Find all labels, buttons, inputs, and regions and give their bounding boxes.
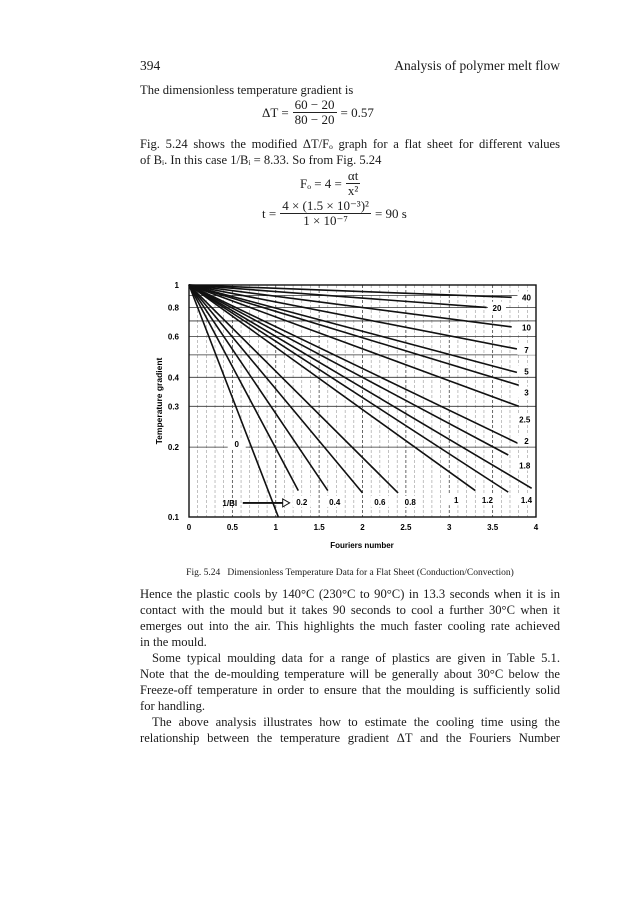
paragraph-fig-ref bbox=[140, 136, 560, 168]
caption-label: Fig. 5.24 bbox=[186, 568, 221, 578]
body-paragraphs bbox=[140, 586, 560, 746]
y-tick-label: 0.8 bbox=[167, 303, 179, 313]
grid bbox=[189, 285, 536, 517]
eq-numerator: 4 × (1.5 × 10⁻³)² bbox=[282, 198, 369, 213]
eq-denominator: 80 − 20 bbox=[294, 112, 335, 127]
series-label-0.8: 0.8 bbox=[404, 497, 416, 507]
series-label-2.5: 2.5 bbox=[519, 415, 531, 425]
series-label-1: 1 bbox=[453, 496, 459, 506]
x-tick-label: 4 bbox=[533, 523, 539, 532]
eq-rhs: = 90 s bbox=[374, 205, 407, 221]
series-line-2.5 bbox=[189, 285, 519, 406]
eq-denominator: x² bbox=[347, 183, 359, 198]
eq-lhs: ΔT = bbox=[262, 104, 289, 120]
arrow-head-icon bbox=[283, 499, 290, 507]
series-label-0.4: 0.4 bbox=[329, 497, 341, 507]
eq-lhs: Fₒ = 4 = bbox=[300, 175, 342, 191]
parameter-label: 1/BI bbox=[222, 498, 238, 508]
text-line: relationship between the temperature gradient ΔT and the Fouriers Number bbox=[140, 731, 560, 745]
text-line: Fig. 5.24 shows the modified ΔT/Fₒ graph for a flat sheet for different values bbox=[140, 137, 560, 151]
y-tick-label: 0.4 bbox=[167, 373, 179, 383]
series-line-0.2 bbox=[189, 285, 298, 491]
y-axis-label: Temperature gradient bbox=[154, 357, 164, 445]
eq-numerator: 60 − 20 bbox=[294, 97, 335, 112]
equation-time bbox=[262, 199, 407, 228]
x-tick-label: 1 bbox=[273, 523, 278, 532]
text-line: Some typical moulding data for a range of plastics are given in Table 5.1. bbox=[152, 651, 560, 665]
series-label-1.4: 1.4 bbox=[520, 496, 533, 506]
series-lines bbox=[189, 285, 532, 517]
series-label-0.2: 0.2 bbox=[296, 497, 308, 507]
series-label-20: 20 bbox=[492, 303, 502, 313]
text-line: contact with the mould but it takes 90 seconds to cool a further 30°C when it bbox=[140, 603, 560, 617]
y-tick-label: 0.1 bbox=[167, 513, 179, 522]
x-axis-label: Fouriers number bbox=[330, 541, 394, 550]
text-line: Hence the plastic cools by 140°C (230°C to 90°C) in 13.3 seconds when it is in bbox=[140, 587, 560, 601]
series-label-5: 5 bbox=[524, 367, 529, 377]
x-tick-label: 3 bbox=[447, 523, 452, 532]
series-label-40: 40 bbox=[522, 293, 531, 303]
eq-lhs: t = bbox=[262, 205, 277, 221]
x-tick-label: 2 bbox=[360, 523, 365, 532]
y-tick-label: 0.2 bbox=[167, 443, 179, 453]
series-label-1.2: 1.2 bbox=[481, 496, 493, 506]
text-line: The above analysis illustrates how to estimate the cooling time using the bbox=[152, 715, 560, 729]
equation-delta-t bbox=[262, 98, 374, 127]
series-line-1.4 bbox=[189, 285, 532, 488]
text-line: in the mould. bbox=[140, 635, 207, 649]
x-tick-label: 1.5 bbox=[313, 523, 325, 532]
temperature-gradient-chart bbox=[140, 265, 560, 560]
equation-fourier bbox=[300, 169, 364, 198]
text-line: of Bᵢ. In this case 1/Bᵢ = 8.33. So from Fig. 5.24 bbox=[140, 153, 382, 167]
series-label-0.6: 0.6 bbox=[374, 497, 386, 507]
series-line-1.8 bbox=[189, 285, 508, 455]
text-line: Note that the de-moulding temperature will be generally about 30°C below the bbox=[140, 667, 560, 681]
series-label-3: 3 bbox=[524, 388, 529, 398]
y-tick-label: 0.6 bbox=[167, 332, 179, 342]
y-tick-label: 0.3 bbox=[167, 402, 179, 412]
text-line: emerges out into the air. This highlights the much faster cooling rate achieved bbox=[140, 619, 560, 633]
text-line: Freeze-off temperature in order to ensure that the moulding is sufficiently solid bbox=[140, 683, 560, 697]
series-label-1.8: 1.8 bbox=[519, 461, 531, 471]
eq-rhs: = 0.57 bbox=[340, 104, 374, 120]
series-label-0: 0 bbox=[234, 440, 239, 450]
x-tick-label: 2.5 bbox=[400, 523, 412, 532]
series-label-10: 10 bbox=[522, 323, 531, 333]
y-tick-label: 1 bbox=[174, 281, 179, 290]
x-tick-label: 3.5 bbox=[487, 523, 499, 532]
series-line-0 bbox=[189, 285, 278, 517]
figure-caption bbox=[140, 568, 560, 578]
intro-text: The dimensionless temperature gradient is bbox=[140, 83, 354, 97]
caption-text: Dimensionless Temperature Data for a Flat Sheet (Conduction/Convection) bbox=[227, 568, 514, 578]
x-tick-label: 0.5 bbox=[226, 523, 238, 532]
x-tick-label: 0 bbox=[186, 523, 192, 532]
series-label-7: 7 bbox=[524, 345, 529, 355]
page-number: 394 bbox=[140, 58, 161, 73]
eq-denominator: 1 × 10⁻⁷ bbox=[303, 213, 348, 228]
series-label-2: 2 bbox=[524, 437, 529, 447]
running-title: Analysis of polymer melt flow bbox=[394, 58, 560, 73]
eq-numerator: αt bbox=[347, 168, 359, 183]
text-line: for handling. bbox=[140, 699, 206, 713]
series-line-2 bbox=[189, 285, 519, 444]
